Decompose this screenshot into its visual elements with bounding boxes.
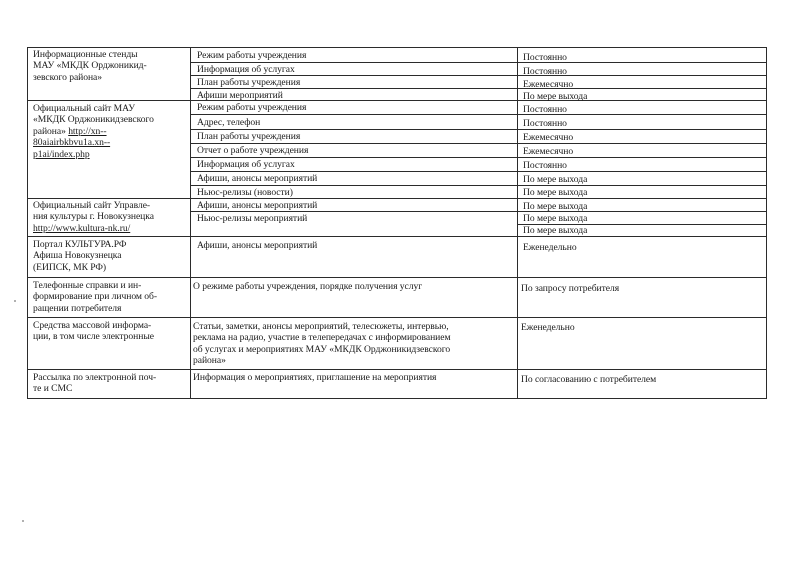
content-cell [193,321,450,367]
scan-speck [22,520,24,522]
frequency-cell: Еженедельно [521,322,575,333]
content-cell: Ньюс-релизы (новости) [197,187,293,198]
channel-cell [33,372,156,395]
row-divider [27,369,767,370]
content-cell: План работы учреждения [197,77,301,88]
subrow-divider [190,143,767,144]
frequency-cell: По мере выхода [523,201,588,212]
frequency-cell: Еженедельно [523,242,577,253]
row-divider [27,198,767,199]
channel-line: те и СМС [33,383,73,395]
channel-line: ращении потребителя [33,302,122,314]
frequency-cell: Ежемесячно [523,146,574,157]
scan-speck [14,300,16,302]
content-cell: Информация о мероприятиях, приглашение на мероприятия [193,372,437,383]
row-divider [27,317,767,318]
frequency-cell: По мере выхода [523,213,588,224]
subrow-divider [190,157,767,158]
channel-line: зевского района» [33,71,103,83]
content-cell: План работы учреждения [197,131,301,142]
content-cell: Афиши, анонсы мероприятий [197,200,318,211]
frequency-cell: Постоянно [523,160,567,171]
content-cell: Режим работы учреждения [197,102,307,113]
content-line: реклама на радио, участие в телепередачах с информированием [193,332,451,344]
channel-line: «МКДК Орджоникидзевского [33,114,154,126]
content-cell: Информация об услугах [197,64,295,75]
content-cell: Адрес, телефон [197,117,261,128]
channel-line: Телефонные справки и ин- [33,280,142,291]
channel-line: Афиша Новокузнецка [33,250,122,262]
channel-line-text: района» [33,125,69,137]
site-link[interactable]: http://www.kultura-nk.ru/ [33,222,131,234]
frequency-cell: По мере выхода [523,91,588,102]
frequency-cell: По запросу потребителя [521,283,620,294]
channel-line: Рассылка по электронной поч- [33,372,157,383]
frequency-cell: По согласованию с потребителем [521,374,657,385]
channel-line: (ЕИПСК, МК РФ) [33,261,107,273]
content-cell: Афиши мероприятий [197,90,283,101]
subrow-divider [190,129,767,130]
channel-cell [33,320,154,343]
table-border-top [27,47,767,48]
row-divider [27,236,767,237]
channel-line: Информационные стенды [33,49,138,60]
frequency-cell: Постоянно [523,104,567,115]
content-line: об услугах и мероприятиях МАУ «МКДК Орджоникидзевского [193,343,451,355]
site-link[interactable]: http://xn-- [68,125,107,137]
channel-cell [33,49,147,83]
subrow-divider [190,62,767,63]
frequency-cell: По мере выхода [523,187,588,198]
frequency-cell: Постоянно [523,118,567,129]
frequency-cell: Постоянно [523,66,567,77]
table-border-bottom [27,398,767,399]
channel-cell [33,239,126,273]
channel-line: Официальный сайт МАУ [33,103,135,114]
row-divider [27,277,767,278]
site-link[interactable]: 80aiairbkbvu1a.xn-- [33,137,111,149]
subrow-divider [190,185,767,186]
frequency-cell: Ежемесячно [523,79,574,90]
content-cell: Отчет о работе учреждения [197,145,309,156]
content-cell: Информация об услугах [197,159,295,170]
subrow-divider [190,171,767,172]
channel-line: МАУ «МКДК Орджоникид- [33,60,147,72]
channel-line: ния культуры г. Новокузнецка [33,211,154,223]
frequency-cell: Постоянно [523,52,567,63]
content-cell: Афиши, анонсы мероприятий [197,173,318,184]
content-line: Статьи, заметки, анонсы мероприятий, телесюжеты, интервью, [193,321,449,332]
channel-line: Официальный сайт Управле- [33,200,151,211]
channel-cell [33,103,154,160]
content-line: района» [193,355,226,367]
channel-cell [33,200,154,234]
frequency-cell: По мере выхода [523,225,588,236]
channel-cell [33,280,157,314]
frequency-cell: Ежемесячно [523,132,574,143]
channel-line [33,126,154,137]
subrow-divider [190,114,767,115]
frequency-cell: По мере выхода [523,174,588,185]
site-link[interactable]: p1ai/index.php [33,148,90,160]
content-cell: Режим работы учреждения [197,50,307,61]
channel-line: ции, в том числе электронные [33,331,154,343]
channel-line: Средства массовой информа- [33,320,152,331]
channel-line: формирование при личном об- [33,291,158,303]
content-cell: Афиши, анонсы мероприятий [197,240,318,251]
content-cell: Ньюс-релизы мероприятий [197,213,308,224]
channel-line: Портал КУЛЬТУРА.РФ [33,239,127,250]
content-cell: О режиме работы учреждения, порядке получения услуг [193,281,423,292]
row-divider [27,100,767,101]
